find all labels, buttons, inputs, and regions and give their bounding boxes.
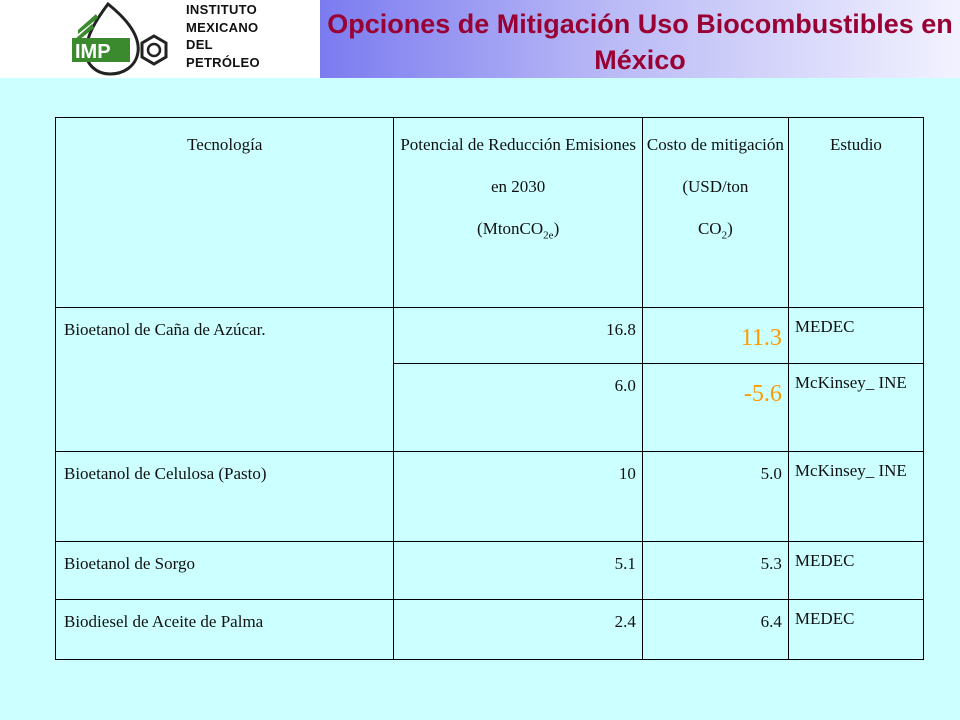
cell-costo [642, 364, 788, 452]
header-potencial-unit [477, 219, 560, 242]
cell-tecnologia: Bioetanol de Celulosa (Pasto) [56, 452, 394, 542]
unit-pre: (MtonCO [477, 219, 544, 238]
cell-costo [642, 308, 788, 364]
unit-post: ) [553, 219, 560, 238]
cell-potencial: 5.1 [394, 542, 642, 600]
unit-sub: 2e [543, 229, 554, 242]
cell-tecnologia: Biodiesel de Aceite de Palma [56, 600, 394, 660]
logo-area [0, 0, 320, 78]
table-header-row [56, 118, 924, 308]
cell-potencial: 16.8 [394, 308, 642, 364]
header-costo-text: Costo de mitigación (USD/ton [646, 135, 784, 196]
header-estudio: Estudio [788, 118, 923, 308]
imp-logo-icon [68, 0, 186, 78]
unit-post: ) [727, 219, 733, 238]
table-row [56, 308, 924, 364]
cell-potencial: 6.0 [394, 364, 642, 452]
logo-line: MEXICANO [186, 19, 259, 35]
header-potencial [394, 118, 642, 308]
header-costo [642, 118, 788, 308]
cell-potencial: 2.4 [394, 600, 642, 660]
highlight-value: 11.3 [740, 325, 782, 351]
cell-estudio: McKinsey_ INE [788, 364, 923, 452]
table-row [56, 600, 924, 660]
cell-estudio: MEDEC [788, 542, 923, 600]
cell-estudio: McKinsey_ INE [788, 452, 923, 542]
table-row [56, 452, 924, 542]
cell-tecnologia: Bioetanol de Caña de Azúcar. [64, 320, 266, 339]
cell-costo: 5.0 [642, 452, 788, 542]
logo-line-text: PETRÓLEO [186, 54, 260, 70]
cell-costo: 5.3 [642, 542, 788, 600]
mitigation-table [55, 117, 924, 660]
highlight-value: -5.6 [743, 381, 782, 407]
cell-costo: 6.4 [642, 600, 788, 660]
table-row [56, 542, 924, 600]
cell-tecnologia: Bioetanol de Sorgo [56, 542, 394, 600]
logo-line: DEL [186, 37, 213, 52]
svg-text:IMP: IMP [75, 41, 111, 63]
logo-line [186, 54, 260, 72]
header-potencial-text: Potencial de Reducción Emisiones en 2030 [400, 135, 636, 196]
logo-text [186, 1, 260, 71]
cell-estudio: MEDEC [788, 308, 923, 364]
slide-title: Opciones de Mitigación Uso Biocombustibles en México [327, 9, 953, 75]
cell-potencial: 10 [394, 452, 642, 542]
header-costo-unit [697, 219, 733, 242]
unit-sub: 2 [721, 229, 728, 242]
header-tecnologia: Tecnología [56, 118, 394, 308]
slide-header [0, 0, 960, 78]
cell-estudio: MEDEC [788, 600, 923, 660]
logo-line: INSTITUTO [186, 2, 258, 17]
unit-pre: CO [697, 219, 722, 238]
